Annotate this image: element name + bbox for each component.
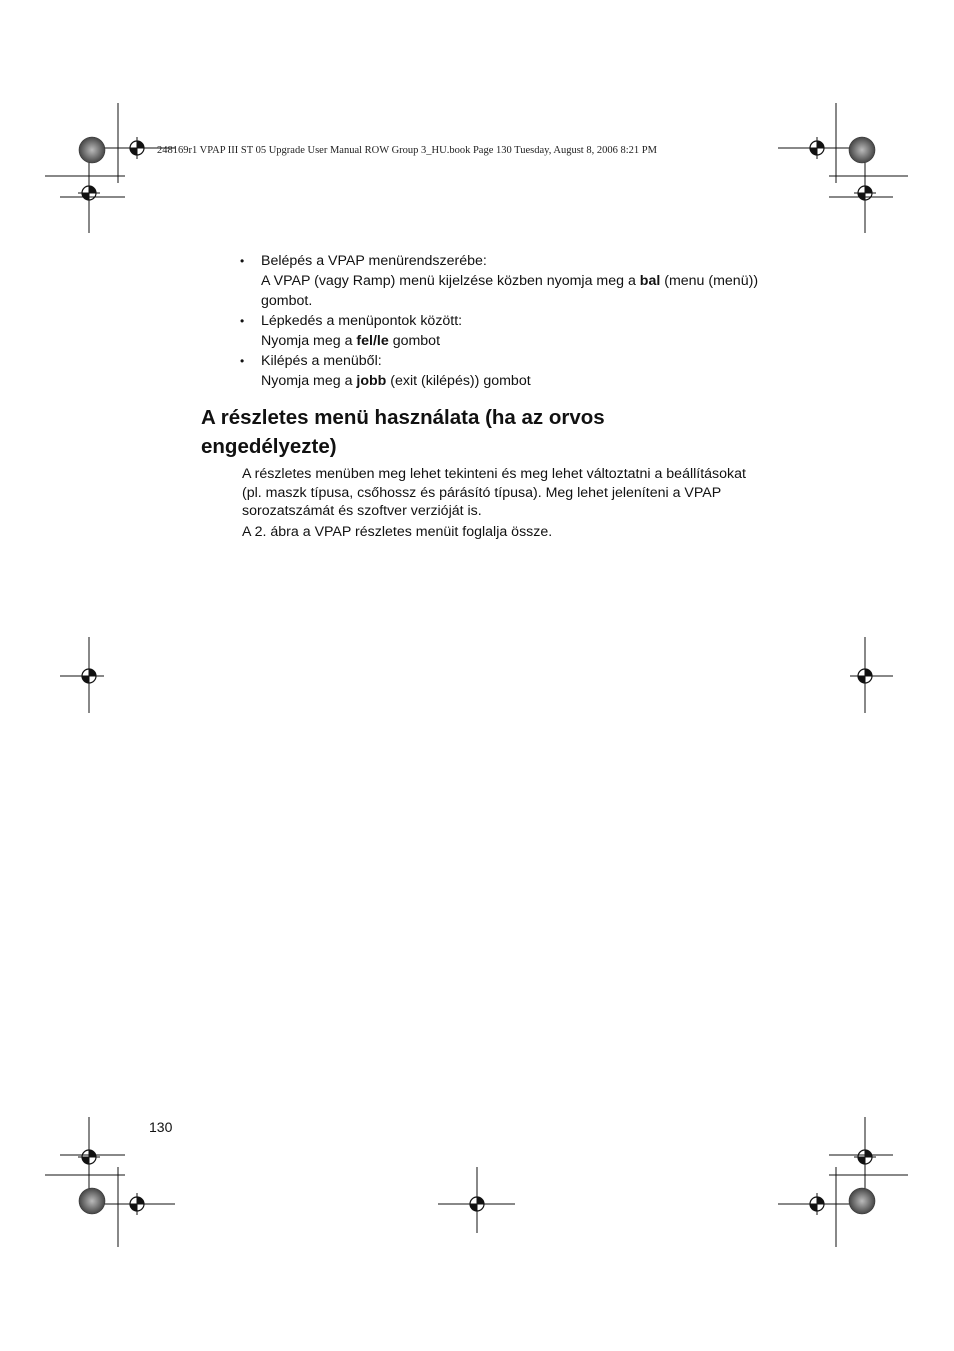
list-item — [240, 311, 760, 351]
color-bar-icon — [79, 1188, 105, 1214]
bullet-description: A VPAP (vagy Ramp) menü kijelzése közben nyomja meg a bal (menu (menü)) gombot. — [261, 273, 759, 309]
list-item — [240, 351, 760, 391]
section-heading: A részletes menü használata (ha az orvos engedélyezte) — [201, 406, 605, 458]
bullet-title: Lépkedés a menüpontok között: — [261, 313, 463, 329]
color-bar-icon — [849, 137, 875, 163]
page-number: 130 — [149, 1119, 173, 1135]
crop-mark-top-right — [778, 103, 908, 233]
list-item — [240, 251, 760, 311]
registration-mark-icon — [854, 1146, 876, 1168]
registration-mark-icon — [78, 1146, 100, 1168]
registration-mark-icon — [854, 665, 876, 687]
bullet-icon: • — [240, 254, 245, 268]
registration-mark-icon — [466, 1193, 488, 1215]
print-header: 248169r1 VPAP III ST 05 Upgrade User Manual ROW Group 3_HU.book Page 130 Tuesday, August 8, 2006 8:21 PM — [157, 145, 657, 156]
registration-mark-icon — [78, 665, 100, 687]
registration-mark-icon — [806, 137, 828, 159]
bullet-icon: • — [240, 354, 245, 368]
registration-mark-icon — [806, 1193, 828, 1215]
registration-mark-icon — [126, 1193, 148, 1215]
bullet-title: Kilépés a menüből: — [261, 353, 382, 369]
section-paragraph: A 2. ábra a VPAP részletes menüit foglalja össze. — [242, 524, 553, 540]
bullet-title: Belépés a VPAP menürendszerébe: — [261, 253, 487, 269]
crop-mark-bottom-right — [778, 1117, 908, 1247]
bullet-description: Nyomja meg a fel/le gombot — [261, 333, 441, 349]
bullet-description: Nyomja meg a jobb (exit (kilépés)) gombot — [261, 373, 531, 389]
bullet-list — [240, 251, 760, 391]
color-bar-icon — [849, 1188, 875, 1214]
color-bar-icon — [79, 137, 105, 163]
section-paragraph: A részletes menüben meg lehet tekinteni és meg lehet változtatni a beállításokat (pl. maszk típusa, csőhossz és párásító típusa). Meg lehet jeleníteni a VPAP sorozatszámát és szoftver verzióját is. — [242, 466, 746, 519]
crop-mark-bottom-left — [45, 1117, 175, 1247]
registration-mark-icon — [78, 182, 100, 204]
registration-mark-icon — [854, 182, 876, 204]
bullet-icon: • — [240, 314, 245, 328]
crop-mark-top-left — [45, 103, 175, 233]
registration-mark-icon — [126, 137, 148, 159]
